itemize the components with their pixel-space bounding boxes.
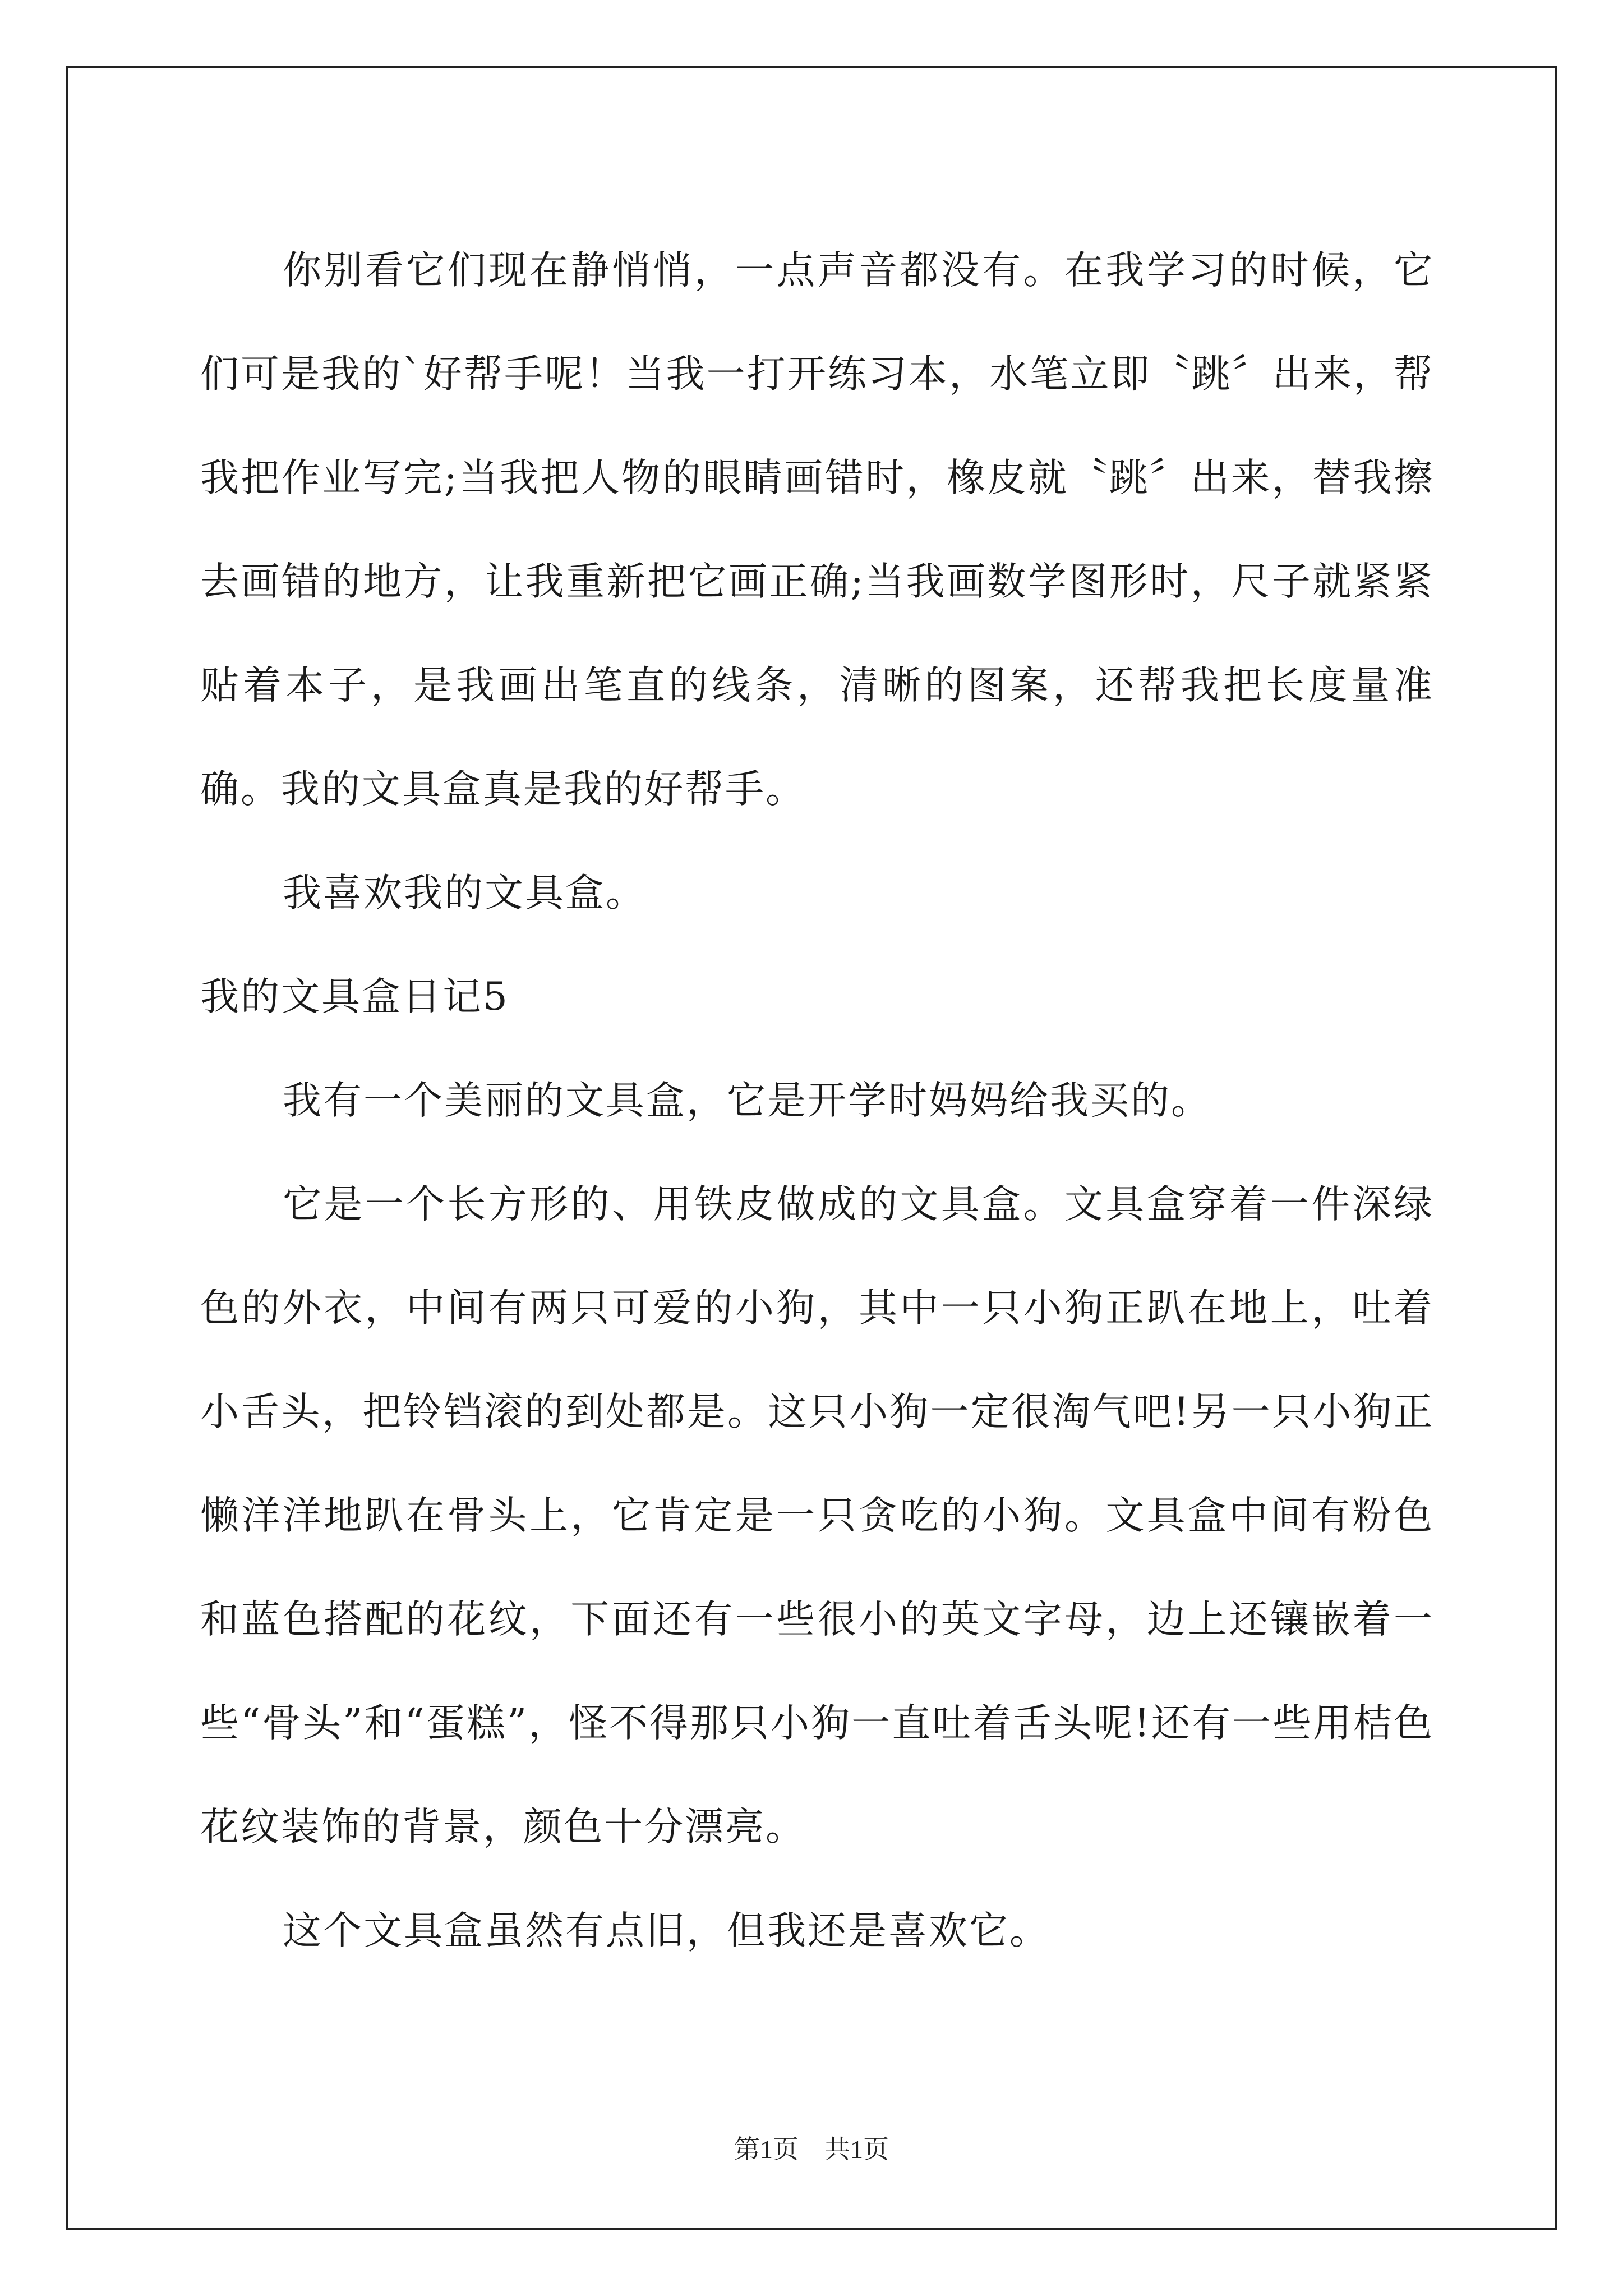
paragraph-helpers: 你别看它们现在静悄悄，一点声音都没有。在我学习的时候，它们可是我的`好帮手呢！当我一打开练习本，水笔立即〝跳〞出来，帮我把作业写完;当我把人物的眼睛画错时，橡皮就〝跳〞出来，替我擦去画错的地方，让我重新把它画正确;当我画数学图形时，尺子就紧紧贴着本子，是我画出笔直的线条，清晰的图案，还帮我把长度量准确。我的文具盒真是我的好帮手。 (200, 248, 1434, 812)
section-title: 我的文具盒日记5 (200, 974, 509, 1019)
paragraph-like-box: 我喜欢我的文具盒。 (283, 871, 646, 915)
paragraph-intro: 我有一个美丽的文具盒，它是开学时妈妈给我买的。 (283, 1078, 1211, 1123)
document-body (200, 219, 1434, 1983)
paragraph-description: 它是一个长方形的、用铁皮做成的文具盒。文具盒穿着一件深绿色的外衣，中间有两只可爱的小狗，其中一只小狗正趴在地上，吐着小舌头，把铃铛滚的到处都是。这只小狗一定很淘气吧!另一只小狗正懒洋洋地趴在骨头上，它肯定是一只贪吃的小狗。文具盒中间有粉色和蓝色搭配的花纹，下面还有一些很小的英文字母，边上还镶嵌着一些“骨头”和“蛋糕”，怪不得那只小狗一直吐着舌头呢!还有一些用桔色花纹装饰的背景，颜色十分漂亮。 (200, 1182, 1434, 1849)
current-page-label: 第1页 (734, 2135, 799, 2164)
page-footer (0, 2129, 1623, 2166)
total-pages-label: 共1页 (824, 2135, 889, 2164)
paragraph-conclusion: 这个文具盒虽然有点旧，但我还是喜欢它。 (283, 1908, 1050, 1953)
